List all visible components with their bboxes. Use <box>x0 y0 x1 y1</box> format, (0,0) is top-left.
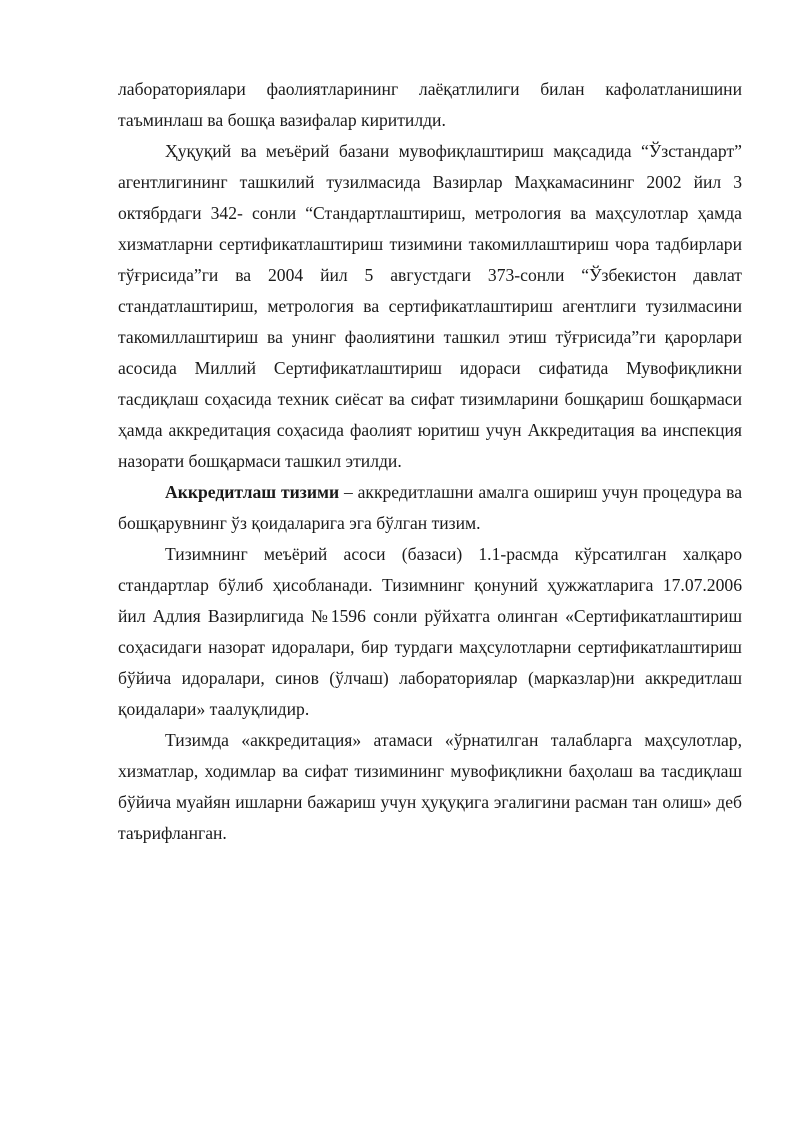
paragraph-3-text: – аккредитлашни амалга ошириш учун процедура ва бошқарувнинг ўз қоидаларига эга бўлган тизим. <box>118 482 743 533</box>
paragraph-1 <box>118 74 742 136</box>
paragraph-3 <box>118 477 742 539</box>
paragraph-4-text: Тизимнинг меъёрий асоси (базаси) 1.1-расмда кўрсатилган халқаро стандартлар бўлиб ҳисобланади. Тизимнинг қонуний ҳужжатларига 17.07.2006 йил Адлия Вазирлигида №1596 сонли рўйхатга олинган «Сертификатлаштириш соҳасидаги назорат идоралари, бир турдаги маҳсулотларни сертификатлаштириш бўйича идоралари, синов (ўлчаш) лабораториялар (марказлар)ни аккредитлаш қоидалари» таалуқлидир. <box>118 544 742 719</box>
term-accreditation-system: Аккредитлаш тизими <box>165 482 340 502</box>
paragraph-2-text: Ҳуқуқий ва меъёрий базани мувофиқлаштириш мақсадида “Ўзстандарт” агентлигининг ташкилий тузилмасида Вазирлар Маҳкамасининг 2002 йил 3 октябрдаги 342- сонли “Стандартлаштириш, метрология ва маҳсулотлар ҳамда хизматларни сертификатлаштириш тизимини такомиллаштириш чора тадбирлари тўғрисида”ги ва 2004 йил 5 августдаги 373-сонли “Ўзбекистон давлат стандатлаштириш, метрология ва сертификатлаштириш агентлиги тузилмасини такомиллаштириш ва унинг фаолиятини ташкил этиш тўғрисида”ги қарорлари асосида Миллий Сертификатлаштириш идораси сифатида Мувофиқликни тасдиқлаш соҳасида техник сиёсат ва сифат тизимларини бошқариш бошқармаси ҳамда аккредитация соҳасида фаолият юритиш учун Аккредитация ва инспекция назорати бошқармаси ташкил этилди. <box>118 141 742 471</box>
paragraph-1-text: лабораториялари фаолиятларининг лаёқатлилиги билан кафолатланишини таъминлаш ва бошқа вазифалар киритилди. <box>118 79 742 130</box>
paragraph-5-text: Тизимда «аккредитация» атамаси «ўрнатилган талабларга маҳсулотлар, хизматлар, ходимлар ва сифат тизимининг мувофиқликни баҳолаш ва тасдиқлаш бўйича муайян ишларни бажариш учун ҳуқуқига эгалигини расман тан олиш» деб таърифланган. <box>118 730 742 843</box>
paragraph-2 <box>118 136 742 477</box>
paragraph-4 <box>118 539 742 725</box>
document-page <box>118 74 742 849</box>
paragraph-5 <box>118 725 742 849</box>
